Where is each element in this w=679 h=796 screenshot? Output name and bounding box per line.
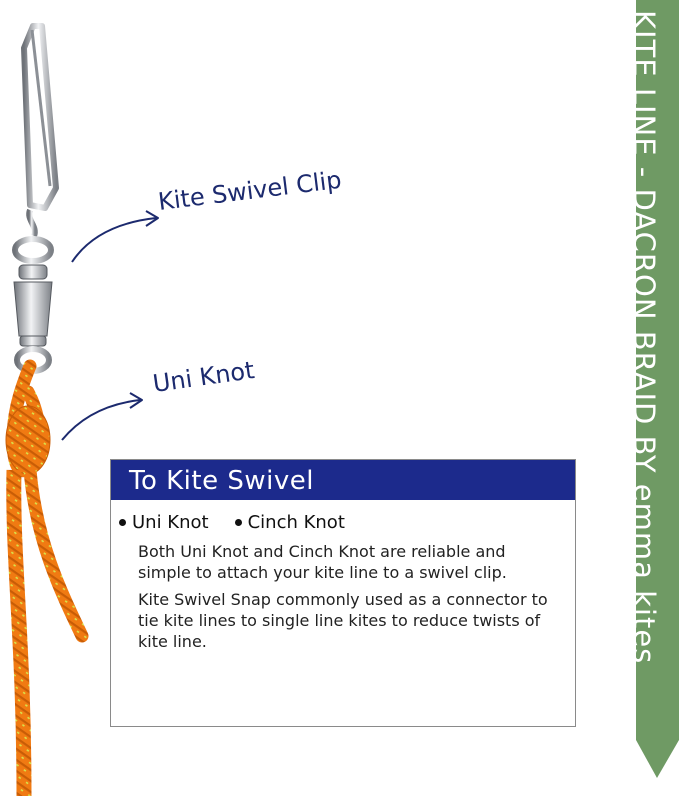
kite-swivel-clip-label: Kite Swivel Clip: [156, 165, 343, 216]
bullet-item: [119, 512, 209, 533]
bullet-label: Cinch Knot: [247, 512, 345, 533]
info-card: [110, 459, 576, 727]
banner-text: KITE LINE - DACRON BRAID BY emma kites: [627, 10, 661, 665]
bullet-item: [235, 512, 345, 533]
card-paragraph: Both Uni Knot and Cinch Knot are reliable and simple to attach your kite line to a swivel clip.: [138, 542, 507, 582]
knot-bullet-list: [119, 512, 575, 533]
card-paragraph: Kite Swivel Snap commonly used as a connector to tie kite lines to single line kites to reduce twists of kite line.: [138, 590, 548, 651]
clip-arrow: [72, 211, 158, 262]
knot-arrow: [62, 393, 142, 440]
bullet-dot-icon: [119, 519, 126, 526]
bullet-label: Uni Knot: [132, 512, 209, 533]
uni-knot-label: Uni Knot: [151, 356, 257, 398]
swivel-clip: [22, 26, 56, 236]
card-title: To Kite Swivel: [111, 460, 575, 500]
bullet-dot-icon: [235, 519, 242, 526]
barrel-swivel: [14, 239, 52, 371]
